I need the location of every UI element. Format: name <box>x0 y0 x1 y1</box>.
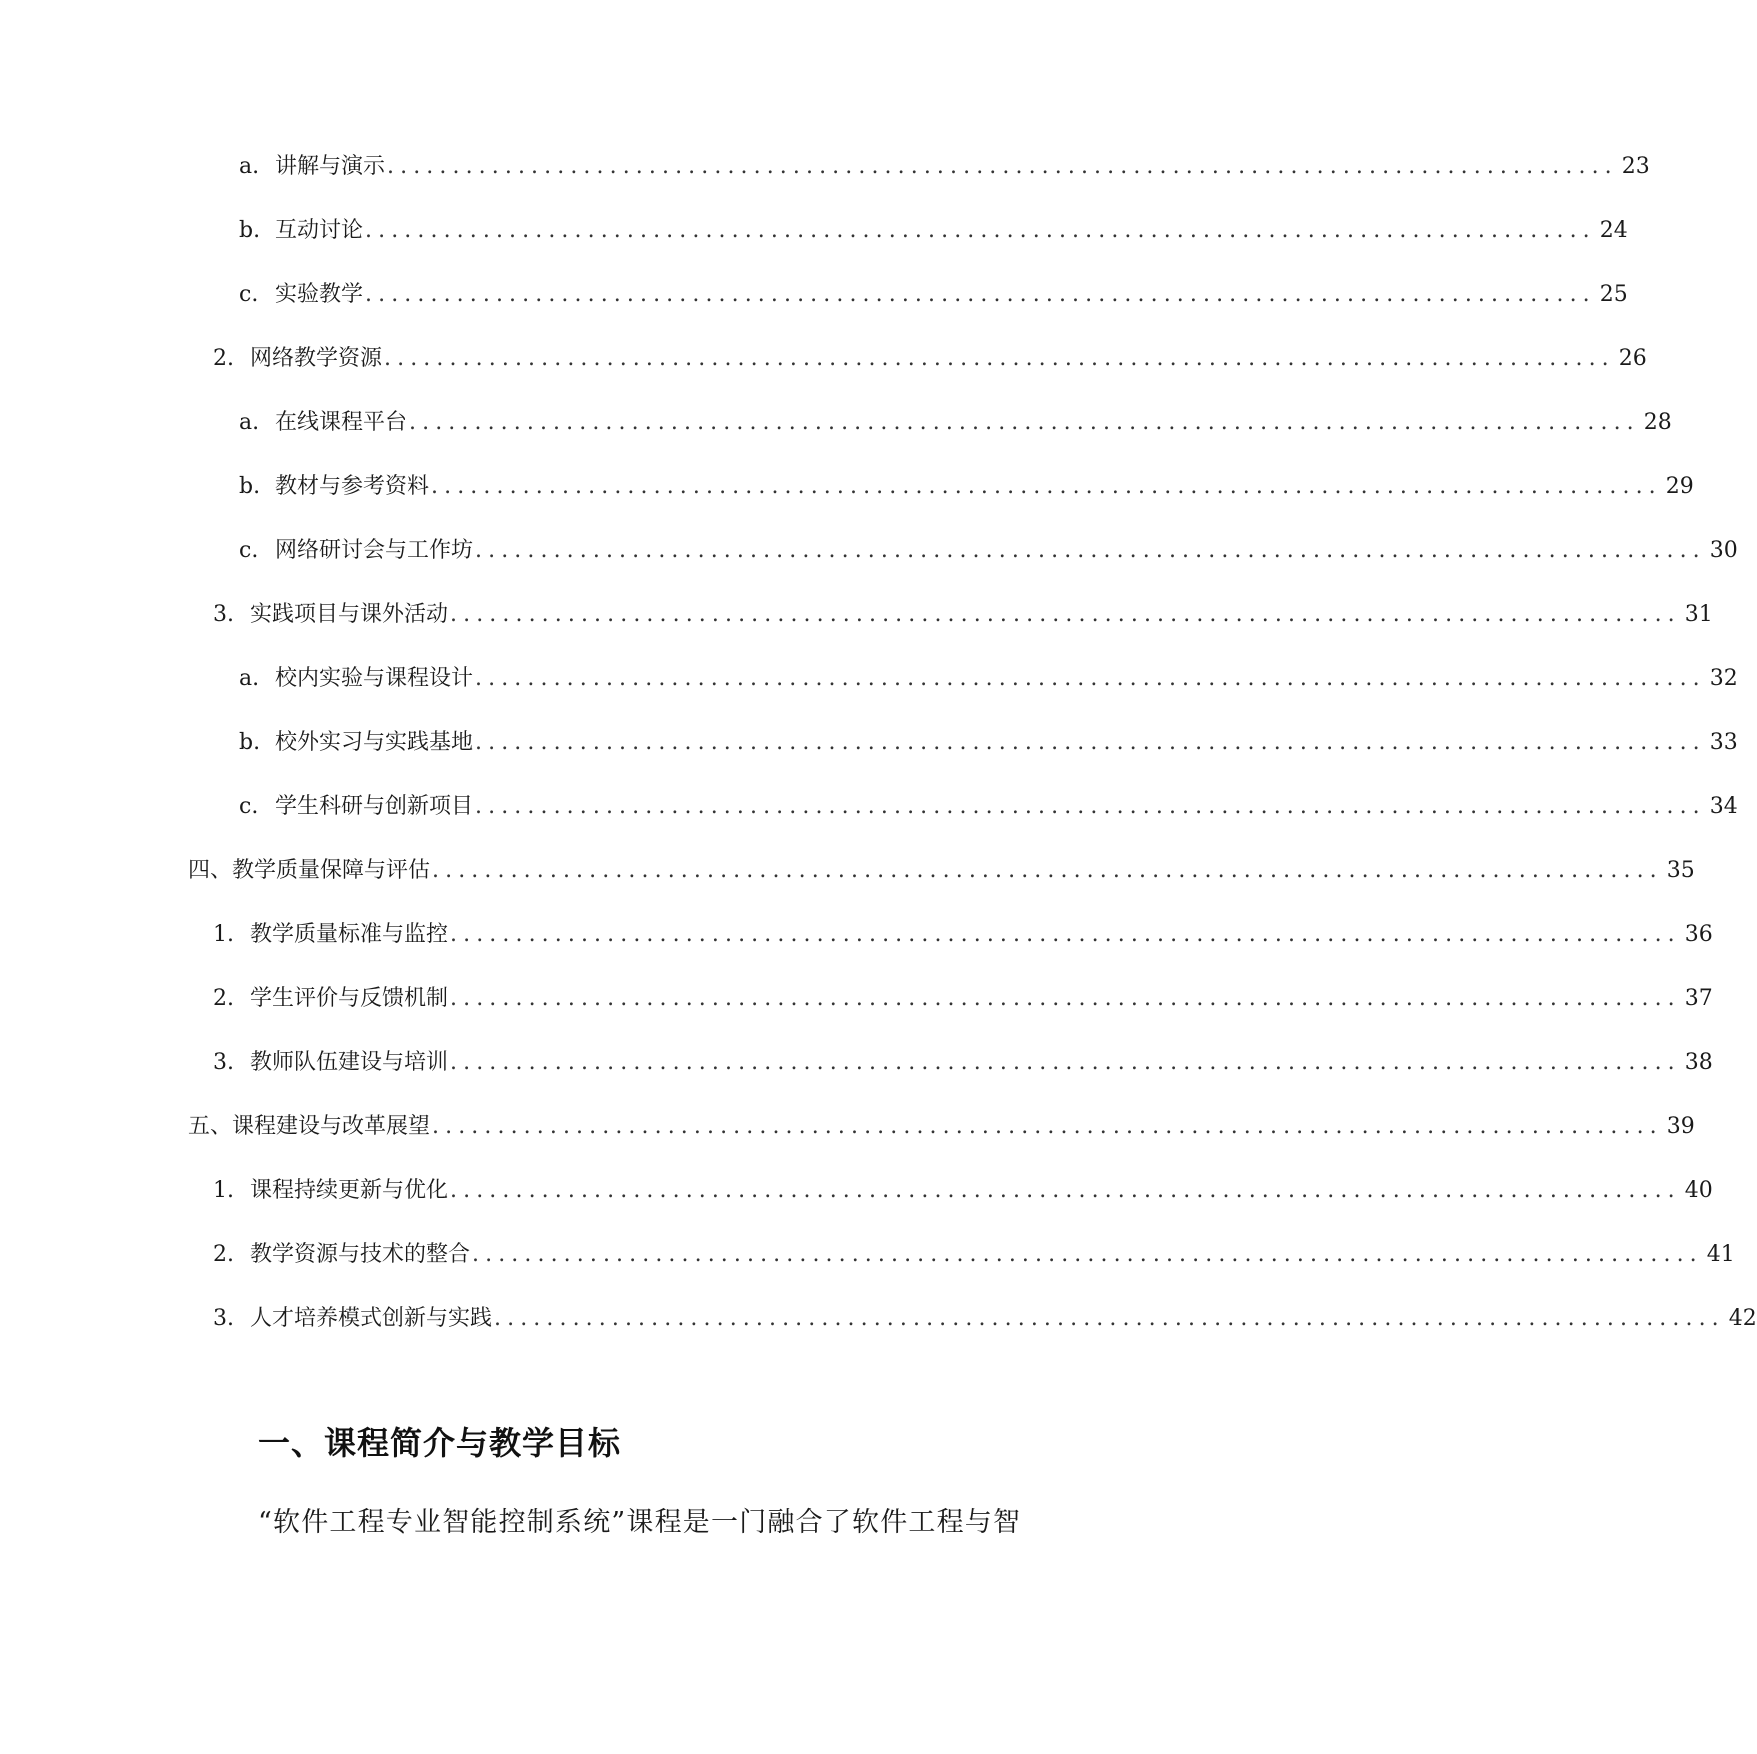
toc-entry-number: 2. <box>213 986 234 1011</box>
toc-entry-title: 教学资源与技术的整合 <box>250 1242 471 1267</box>
section-heading: 一、课程简介与教学目标 <box>258 1424 622 1462</box>
body-paragraph: “软件工程专业智能控制系统”课程是一门融合了软件工程与智 <box>258 1507 1022 1538</box>
toc-entry-title: 校内实验与课程设计 <box>275 666 474 691</box>
toc-entry[interactable] <box>213 915 1713 955</box>
toc-entry-title: 教材与参考资料 <box>275 474 430 499</box>
toc-entry[interactable] <box>213 339 1647 379</box>
toc-entry-page: 36 <box>1684 922 1713 947</box>
toc-entry[interactable] <box>239 403 1672 443</box>
toc-entry-page: 28 <box>1643 410 1672 435</box>
toc-dot-leader: .............................................................................................. <box>475 730 1706 755</box>
toc-entry-page: 23 <box>1621 154 1650 179</box>
toc-entry-number: 3. <box>213 602 234 627</box>
toc-entry-page: 37 <box>1684 986 1713 1011</box>
toc-entry-number: b. <box>239 474 261 499</box>
toc-entry[interactable] <box>239 467 1694 507</box>
toc-entry[interactable] <box>188 851 1695 891</box>
toc-entry-page: 40 <box>1684 1178 1713 1203</box>
toc-entry-title: 四、教学质量保障与评估 <box>188 858 431 883</box>
toc-entry-number: 3. <box>213 1306 234 1331</box>
toc-dot-leader: .............................................................................................. <box>475 538 1706 563</box>
toc-entry-page: 39 <box>1666 1114 1695 1139</box>
toc-dot-leader: .............................................................................................. <box>432 858 1663 883</box>
toc-entry[interactable] <box>239 659 1738 699</box>
toc-entry-title: 校外实习与实践基地 <box>275 730 474 755</box>
toc-entry[interactable] <box>213 1043 1713 1083</box>
toc-entry-title: 教师队伍建设与培训 <box>250 1050 449 1075</box>
toc-entry-page: 30 <box>1709 538 1738 563</box>
toc-dot-leader: .............................................................................................. <box>475 794 1706 819</box>
toc-entry-title: 网络研讨会与工作坊 <box>275 538 474 563</box>
toc-entry-number: b. <box>239 218 261 243</box>
toc-dot-leader: .............................................................................................. <box>409 410 1640 435</box>
toc-entry-page: 34 <box>1709 794 1738 819</box>
toc-entry[interactable] <box>239 531 1738 571</box>
toc-entry[interactable] <box>213 1235 1735 1275</box>
toc-entry[interactable] <box>213 979 1713 1019</box>
toc-dot-leader: .............................................................................................. <box>472 1242 1703 1267</box>
toc-entry-page: 24 <box>1599 218 1628 243</box>
toc-dot-leader: .............................................................................................. <box>387 154 1618 179</box>
toc-entry[interactable] <box>239 275 1628 315</box>
toc-entry-number: c. <box>239 282 259 307</box>
toc-entry-number: 1. <box>213 922 234 947</box>
toc-entry[interactable] <box>213 1171 1713 1211</box>
toc-entry-page: 35 <box>1666 858 1695 883</box>
toc-entry-number: c. <box>239 538 259 563</box>
toc-entry-title: 实验教学 <box>275 282 364 307</box>
toc-entry-number: 3. <box>213 1050 234 1075</box>
toc-entry-title: 课程持续更新与优化 <box>250 1178 449 1203</box>
toc-dot-leader: .............................................................................................. <box>494 1306 1725 1331</box>
toc-entry-page: 31 <box>1684 602 1713 627</box>
toc-dot-leader: .............................................................................................. <box>365 218 1596 243</box>
toc-entry-title: 学生科研与创新项目 <box>275 794 474 819</box>
toc-dot-leader: .............................................................................................. <box>450 1178 1681 1203</box>
toc-dot-leader: .............................................................................................. <box>475 666 1706 691</box>
toc-dot-leader: .............................................................................................. <box>450 602 1681 627</box>
toc-entry-page: 26 <box>1618 346 1647 371</box>
toc-entry[interactable] <box>239 723 1738 763</box>
toc-entry[interactable] <box>188 1107 1695 1147</box>
toc-entry-title: 实践项目与课外活动 <box>250 602 449 627</box>
toc-dot-leader: .............................................................................................. <box>450 922 1681 947</box>
toc-entry[interactable] <box>213 595 1713 635</box>
toc-dot-leader: .............................................................................................. <box>450 986 1681 1011</box>
toc-dot-leader: .............................................................................................. <box>450 1050 1681 1075</box>
toc-dot-leader: .............................................................................................. <box>431 474 1662 499</box>
toc-entry-title: 在线课程平台 <box>275 410 408 435</box>
toc-entry[interactable] <box>213 1299 1757 1339</box>
toc-entry-page: 38 <box>1684 1050 1713 1075</box>
toc-entry-number: a. <box>239 666 260 691</box>
toc-entry-number: c. <box>239 794 259 819</box>
toc-entry-number: b. <box>239 730 261 755</box>
toc-entry-title: 五、课程建设与改革展望 <box>188 1114 431 1139</box>
toc-entry-page: 29 <box>1665 474 1694 499</box>
toc-entry-page: 25 <box>1599 282 1628 307</box>
toc-dot-leader: .............................................................................................. <box>432 1114 1663 1139</box>
toc-entry-title: 互动讨论 <box>275 218 364 243</box>
toc-entry-title: 讲解与演示 <box>275 154 386 179</box>
toc-entry-page: 41 <box>1706 1242 1735 1267</box>
toc-dot-leader: .............................................................................................. <box>384 346 1615 371</box>
toc-entry-page: 42 <box>1728 1306 1757 1331</box>
toc-entry-number: 2. <box>213 346 234 371</box>
toc-entry-page: 33 <box>1709 730 1738 755</box>
toc-entry-number: a. <box>239 410 260 435</box>
toc-entry-title: 教学质量标准与监控 <box>250 922 449 947</box>
toc-entry-page: 32 <box>1709 666 1738 691</box>
toc-dot-leader: .............................................................................................. <box>365 282 1596 307</box>
toc-entry-number: 1. <box>213 1178 234 1203</box>
toc-entry-number: 2. <box>213 1242 234 1267</box>
toc-entry-title: 人才培养模式创新与实践 <box>250 1306 493 1331</box>
toc-entry[interactable] <box>239 211 1628 251</box>
toc-entry[interactable] <box>239 147 1650 187</box>
toc-entry-title: 网络教学资源 <box>250 346 383 371</box>
toc-entry-title: 学生评价与反馈机制 <box>250 986 449 1011</box>
toc-entry-number: a. <box>239 154 260 179</box>
toc-entry[interactable] <box>239 787 1738 827</box>
